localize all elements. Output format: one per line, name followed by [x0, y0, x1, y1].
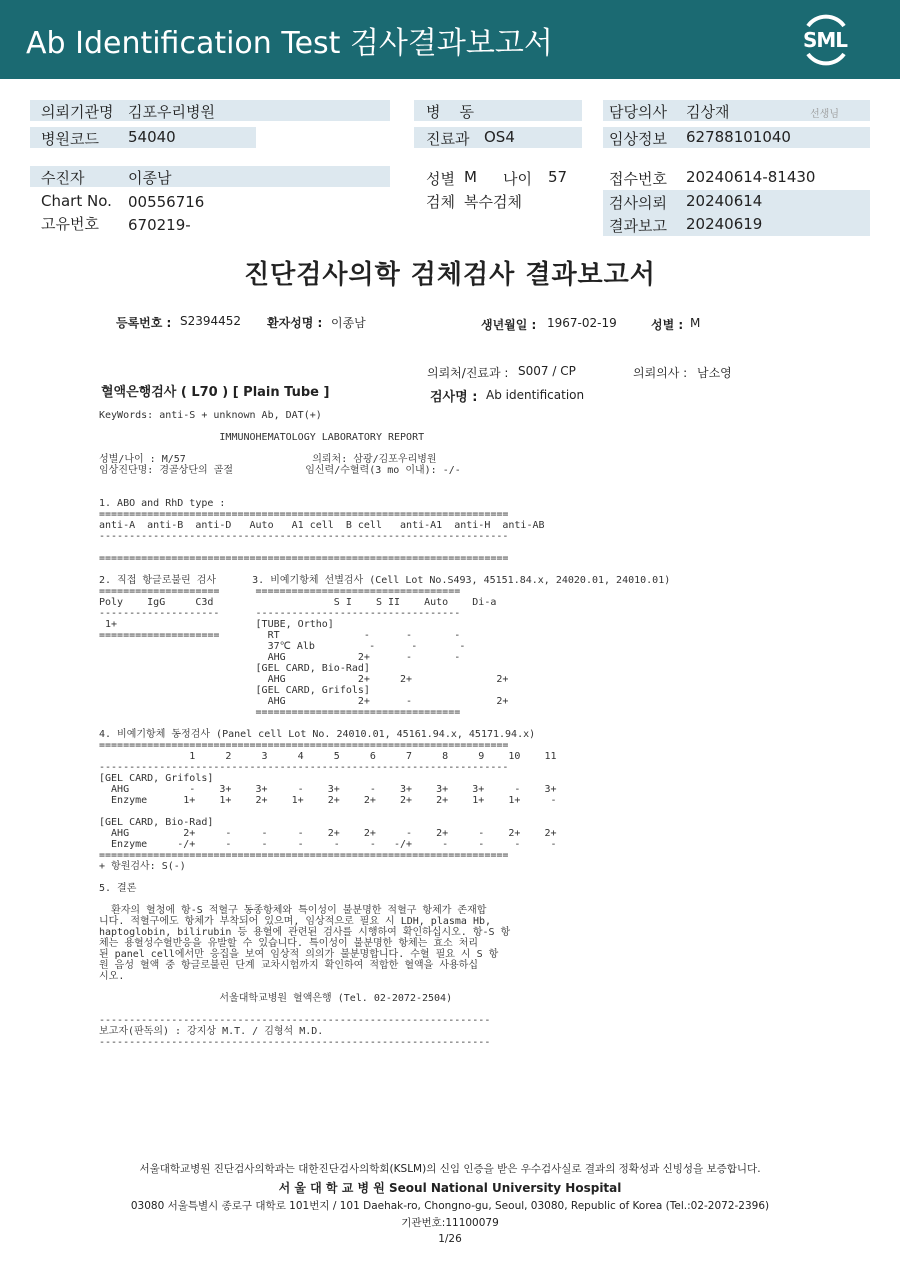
clinical-label: 임상정보	[609, 130, 667, 148]
footer-address: 03080 서울특별시 종로구 대학로 101번지 / 101 Daehak-ro, Chongno-gu, Seoul, 03080, Republic of Korea (Tel.:02-2072-2396)	[130, 1200, 770, 1212]
request-value: 20240614	[686, 192, 763, 210]
receipt-value: 20240614-81430	[686, 168, 816, 186]
testname-value: Ab identification	[486, 388, 585, 402]
sex-value: M	[464, 168, 477, 186]
report-date-value: 20240619	[686, 215, 763, 233]
pname-value: 이종남	[331, 316, 366, 330]
request-label: 검사의뢰	[609, 194, 667, 212]
doctor-label: 담당의사	[609, 103, 667, 121]
footer-certification: 서울대학교병원 진단검사의학과는 대한진단검사의학회(KSLM)의 신임 인증을 받은 우수검사실로 결과의 정확성과 신빙성을 보증합니다.	[139, 1163, 761, 1175]
institution-label: 의뢰기관명	[41, 103, 114, 121]
age-value: 57	[548, 168, 568, 186]
doctor-suffix: 선생님	[810, 109, 839, 120]
uid-value: 670219-	[128, 216, 191, 234]
patient-label: 수진자	[41, 169, 85, 187]
dept-value: OS4	[484, 128, 515, 146]
reg-label: 등록번호 :	[116, 316, 172, 330]
ward-label: 병 동	[426, 103, 475, 121]
age-label: 나이	[503, 170, 532, 188]
refdept-value: S007 / CP	[518, 364, 576, 378]
page-number: 1/26	[438, 1233, 462, 1245]
footer-hospital: 서 울 대 학 교 병 원 Seoul National University Hospital	[278, 1181, 622, 1195]
reg-value: S2394452	[180, 314, 242, 328]
institution-value: 김포우리병원	[128, 103, 215, 121]
dept-label: 진료과	[426, 130, 470, 148]
report-date-label: 결과보고	[609, 217, 667, 235]
logo-text: SML	[803, 28, 848, 52]
report-title: 진단검사의학 검체검사 결과보고서	[244, 260, 656, 290]
refdept-label: 의뢰처/진료과 :	[427, 366, 509, 380]
pname-label: 환자성명 :	[267, 316, 323, 330]
chart-label: Chart No.	[41, 192, 112, 210]
test-section: 혈액은행검사 ( L70 ) [ Plain Tube ]	[101, 385, 330, 400]
sex-label: 성별	[426, 170, 455, 188]
dob-value: 1967-02-19	[547, 316, 617, 330]
clinical-value: 62788101040	[686, 128, 791, 146]
specimen-value: 복수검체	[464, 193, 522, 211]
report-sex-label: 성별 :	[651, 318, 684, 332]
chart-value: 00556716	[128, 193, 205, 211]
testname-label: 검사명 :	[430, 390, 478, 405]
doctor-value: 김상재	[686, 103, 730, 121]
hospital-code-value: 54040	[128, 128, 176, 146]
patient-value: 이종남	[128, 169, 172, 187]
footer-institution-no: 기관번호:11100079	[401, 1217, 499, 1229]
report-sex-value: M	[690, 316, 701, 330]
refdoc-label: 의뢰의사 :	[633, 366, 688, 380]
receipt-label: 접수번호	[609, 170, 667, 188]
uid-label: 고유번호	[41, 215, 99, 233]
dob-label: 생년월일 :	[481, 318, 537, 332]
page-title: Ab Identification Test 검사결과보고서	[26, 26, 553, 61]
hospital-code-label: 병원코드	[41, 130, 99, 148]
header-bar	[0, 0, 900, 79]
refdoc-value: 남소영	[697, 366, 732, 380]
specimen-label: 검체	[426, 193, 455, 211]
report-body: KeyWords: anti-S + unknown Ab, DAT(+) IMMUNOHEMATOLOGY LABORATORY REPORT 성별/나이 : M/57 의뢰처: 삼광/김포우리병원 임상진단명: 경골상단의 골절 임신력/수혈력(3 mo 이내): -/- 1. ABO and RhD type : ==================================================================== anti-A anti-B anti-D Auto A1 cell B cell anti-A1 anti-H anti-AB -------------------------------------------------------------------- ==================================================================== 2. 직접 항글로불린 검사 3. 비예기항체 선별검사 (Cell Lot No.S493, 45151.84.x, 24020.01, 24010.01) ==================== ================================== Poly IgG C3d S I S II Auto Di-a -------------------- ---------------------------------- 1+ [TUBE, Ortho] ==================== RT - - - 37℃ Alb - - - AHG 2+ - - [GEL CARD, Bio-Rad] AHG 2+ 2+ 2+ [GEL CARD, Grifols] AHG 2+ - 2+ ================================== 4. 비예기항체 동정검사 (Panel cell Lot No. 24010.01, 45161.94.x, 45171.94.x) ==================================================================== 1 2 3 4 5 6 7 8 9 10 11 -------------------------------------------------------------------- [GEL CARD, Grifols] AHG - 3+ 3+ - 3+ - 3+ 3+ 3+ - 3+ Enzyme 1+ 1+ 2+ 1+ 2+ 2+ 2+ 2+ 1+ 1+ - [GEL CARD, Bio-Rad] AHG 2+ - - - 2+ 2+ - 2+ - 2+ 2+ Enzyme -/+ - - - - - -/+ - - - - ==================================================================== + 항원검사: S(-) 5. 결론 환자의 혈청에 항-S 적혈구 동종항체와 특이성이 불분명한 적혈구 항체가 존재합 니다. 적혈구에도 항체가 부착되어 있으며, 임상적으로 필요 시 LDH, plasma Hb, haptoglobin, bilirubin 등 용혈에 관련된 검사를 시행하여 확인하십시오. 항-S 항 체는 용혈성수혈반응을 유발할 수 있습니다. 특이성이 불분명한 항체는 효소 처리 된 panel cell에서만 응집을 보여 임상적 의의가 불분명합니다. 수혈 필요 시 S 항 원 음성 혈액 중 항글로불린 단계 교차시험까지 확인하여 적합한 혈액을 사용하십 시오. 서울대학교병원 혈액은행 (Tel. 02-2072-2504) ----------------------------------------------------------------- 보고자(판독의) : 강지상 M.T. / 김형석 M.D. -----------------------------------------------------------------	[99, 410, 671, 1048]
